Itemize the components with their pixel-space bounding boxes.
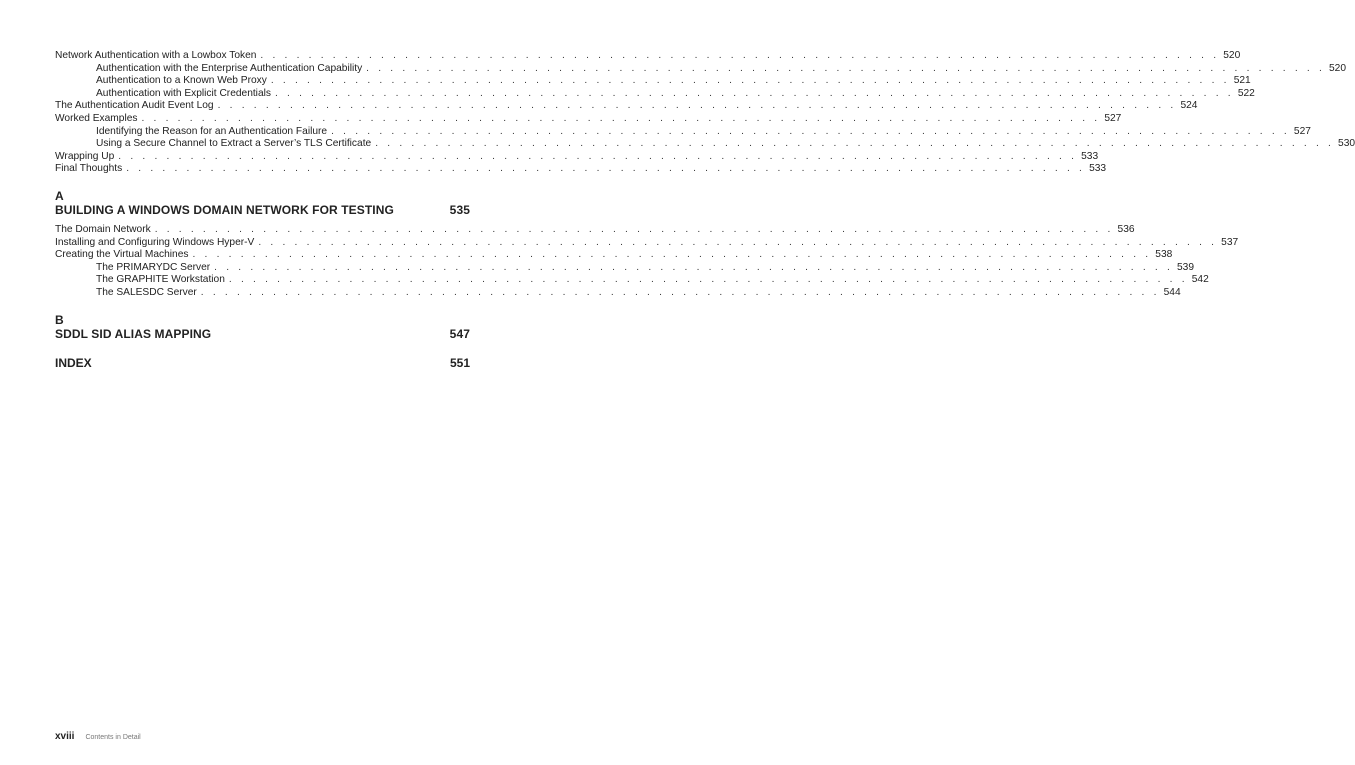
toc-entry-page: 533 — [1089, 163, 1107, 175]
toc-leader-dots: . . . . . . . . . . . . . . . . . . . . . . . . . . . . . . . . . . . . . . . . . . . . . . . . . . . . . . . . . . . . . . . . . . . . . . . . . . . . . . . . — [366, 62, 1326, 74]
toc-entry-title: The Domain Network — [55, 223, 151, 235]
toc-leader-dots: . . . . . . . . . . . . . . . . . . . . . . . . . . . . . . . . . . . . . . . . . . . . . . . . . . . . . . . . . . . . . . . . . . . . . . . . . . . . . . . . — [274, 87, 1234, 99]
toc-entry-title: Creating the Virtual Machines — [55, 249, 189, 261]
toc-entry[interactable] — [55, 62, 1347, 76]
index-heading[interactable] — [55, 356, 470, 370]
toc-entry-page: 521 — [1233, 75, 1251, 87]
toc-entry[interactable] — [55, 249, 1173, 262]
index-title: INDEX — [55, 355, 92, 370]
toc-entry-title: Installing and Configuring Windows Hyper-V — [55, 236, 255, 248]
toc-leader-dots: . . . . . . . . . . . . . . . . . . . . . . . . . . . . . . . . . . . . . . . . . . . . . . . . . . . . . . . . . . . . . . . . . . . . . . . . . . . . . . . . — [331, 125, 1290, 137]
toc-entry-page: 544 — [1163, 286, 1181, 298]
appendix-a-letter: A — [55, 188, 64, 203]
appendix-a — [55, 188, 1239, 300]
toc-entry-page: 527 — [1293, 125, 1311, 137]
toc-leader-dots: . . . . . . . . . . . . . . . . . . . . . . . . . . . . . . . . . . . . . . . . . . . . . . . . . . . . . . . . . . . . . . . . . . . . . . . . . . . . . . . . — [141, 112, 1101, 124]
appendix-a-entries — [55, 223, 1239, 300]
toc-leader-dots: . . . . . . . . . . . . . . . . . . . . . . . . . . . . . . . . . . . . . . . . . . . . . . . . . . . . . . . . . . . . . . . . . . . . . . . . . . . . . . . . — [154, 223, 1114, 235]
toc-entry-page: 522 — [1237, 87, 1255, 99]
toc-leader-dots: . . . . . . . . . . . . . . . . . . . . . . . . . . . . . . . . . . . . . . . . . . . . . . . . . . . . . . . . . . . . . . . . . . . . . . . . . . . . . . . . — [270, 75, 1230, 87]
toc-entry-page: 524 — [1180, 100, 1198, 112]
toc-entry-page: 537 — [1221, 236, 1239, 248]
toc-entry-title: Authentication to a Known Web Proxy — [96, 75, 267, 87]
toc-entry-title: Using a Secure Channel to Extract a Server’s TLS Certificate — [96, 138, 372, 150]
appendix-b-letter: B — [55, 312, 64, 327]
toc-entry[interactable] — [55, 261, 1195, 275]
toc-entry-page: 520 — [1329, 62, 1347, 74]
toc-entry[interactable] — [55, 112, 1122, 126]
toc-leader-dots: . . . . . . . . . . . . . . . . . . . . . . . . . . . . . . . . . . . . . . . . . . . . . . . . . . . . . . . . . . . . . . . . . . . . . . . . . . . . . . . . — [118, 150, 1078, 162]
toc-entry[interactable] — [55, 223, 1135, 237]
toc-entry[interactable] — [55, 274, 1209, 287]
toc-entry[interactable] — [55, 100, 1198, 113]
toc-entry-title: The GRAPHITE Workstation — [96, 274, 225, 286]
toc-entry-title: The PRIMARYDC Server — [96, 261, 211, 273]
toc-entry[interactable] — [55, 163, 1107, 176]
toc-entry[interactable] — [55, 50, 1241, 63]
toc-entry-page: 533 — [1081, 150, 1099, 162]
toc-entry[interactable] — [55, 150, 1099, 164]
toc-leader-dots: . . . . . . . . . . . . . . . . . . . . . . . . . . . . . . . . . . . . . . . . . . . . . . . . . . . . . . . . . . . . . . . . . . . . . . . . . . . . . . . . — [192, 249, 1152, 261]
toc-entry-page: 530 — [1338, 138, 1355, 150]
appendix-b-title: SDDL SID ALIAS MAPPING — [55, 326, 212, 341]
footer-page-number: xviii — [55, 731, 75, 742]
toc-leader-dots: . . . . . . . . . . . . . . . . . . . . . . . . . . . . . . . . . . . . . . . . . . . . . . . . . . . . . . . . . . . . . . . . . . . . . . . . . . . . . . . . — [260, 50, 1220, 61]
toc-leader-dots: . . . . . . . . . . . . . . . . . . . . . . . . . . . . . . . . . . . . . . . . . . . . . . . . . . . . . . . . . . . . . . . . . . . . . . . . . . . . . . . . — [375, 138, 1335, 150]
footer-label: Contents in Detail — [85, 734, 141, 741]
toc-entry-title: Identifying the Reason for an Authentication Failure — [96, 125, 328, 137]
toc-leader-dots: . . . . . . . . . . . . . . . . . . . . . . . . . . . . . . . . . . . . . . . . . . . . . . . . . . . . . . . . . . . . . . . . . . . . . . . . . . . . . . . . — [200, 286, 1160, 298]
toc-entry-title: The Authentication Audit Event Log — [55, 100, 214, 112]
toc-leader-dots: . . . . . . . . . . . . . . . . . . . . . . . . . . . . . . . . . . . . . . . . . . . . . . . . . . . . . . . . . . . . . . . . . . . . . . . . . . . . . . . . — [126, 163, 1086, 175]
appendix-b-page: 547 — [449, 326, 470, 341]
toc-entry-page: 539 — [1177, 261, 1195, 273]
toc-entry[interactable] — [55, 125, 1311, 139]
page-footer — [55, 731, 141, 742]
toc-leader-dots: . . . . . . . . . . . . . . . . . . . . . . . . . . . . . . . . . . . . . . . . . . . . . . . . . . . . . . . . . . . . . . . . . . . . . . . . . . . . . . . . — [258, 236, 1218, 248]
appendix-b — [55, 314, 470, 341]
toc-entry-title: The SALESDC Server — [96, 286, 197, 298]
toc-entry[interactable] — [55, 286, 1181, 300]
toc-page — [55, 50, 1355, 370]
appendix-b-heading[interactable] — [55, 327, 470, 341]
toc-entry-title: Worked Examples — [55, 112, 138, 124]
toc-section-chapter-end — [55, 50, 1355, 176]
toc-entry-page: 536 — [1117, 223, 1135, 235]
toc-leader-dots: . . . . . . . . . . . . . . . . . . . . . . . . . . . . . . . . . . . . . . . . . . . . . . . . . . . . . . . . . . . . . . . . . . . . . . . . . . . . . . . . — [217, 100, 1177, 112]
toc-entry-title: Wrapping Up — [55, 150, 115, 162]
toc-entry[interactable] — [55, 87, 1255, 101]
toc-entry-title: Authentication with Explicit Credentials — [96, 87, 271, 99]
toc-entry-page: 542 — [1191, 274, 1209, 286]
index-page: 551 — [449, 355, 470, 370]
toc-entry-page: 527 — [1104, 112, 1122, 124]
toc-entry[interactable] — [55, 138, 1355, 151]
appendix-a-page: 535 — [449, 202, 470, 217]
appendix-a-title: BUILDING A WINDOWS DOMAIN NETWORK FOR TESTING — [55, 202, 394, 217]
toc-entry[interactable] — [55, 236, 1239, 250]
toc-entry-title: Network Authentication with a Lowbox Token — [55, 50, 257, 61]
toc-entry-title: Final Thoughts — [55, 163, 123, 175]
toc-entry-page: 538 — [1155, 249, 1173, 261]
toc-entry-page: 520 — [1223, 50, 1241, 61]
appendix-a-heading[interactable] — [55, 203, 470, 217]
toc-leader-dots: . . . . . . . . . . . . . . . . . . . . . . . . . . . . . . . . . . . . . . . . . . . . . . . . . . . . . . . . . . . . . . . . . . . . . . . . . . . . . . . . — [228, 274, 1188, 286]
toc-leader-dots: . . . . . . . . . . . . . . . . . . . . . . . . . . . . . . . . . . . . . . . . . . . . . . . . . . . . . . . . . . . . . . . . . . . . . . . . . . . . . . . . — [214, 261, 1174, 273]
toc-entry-title: Authentication with the Enterprise Authentication Capability — [96, 62, 363, 74]
toc-entry[interactable] — [55, 75, 1251, 88]
